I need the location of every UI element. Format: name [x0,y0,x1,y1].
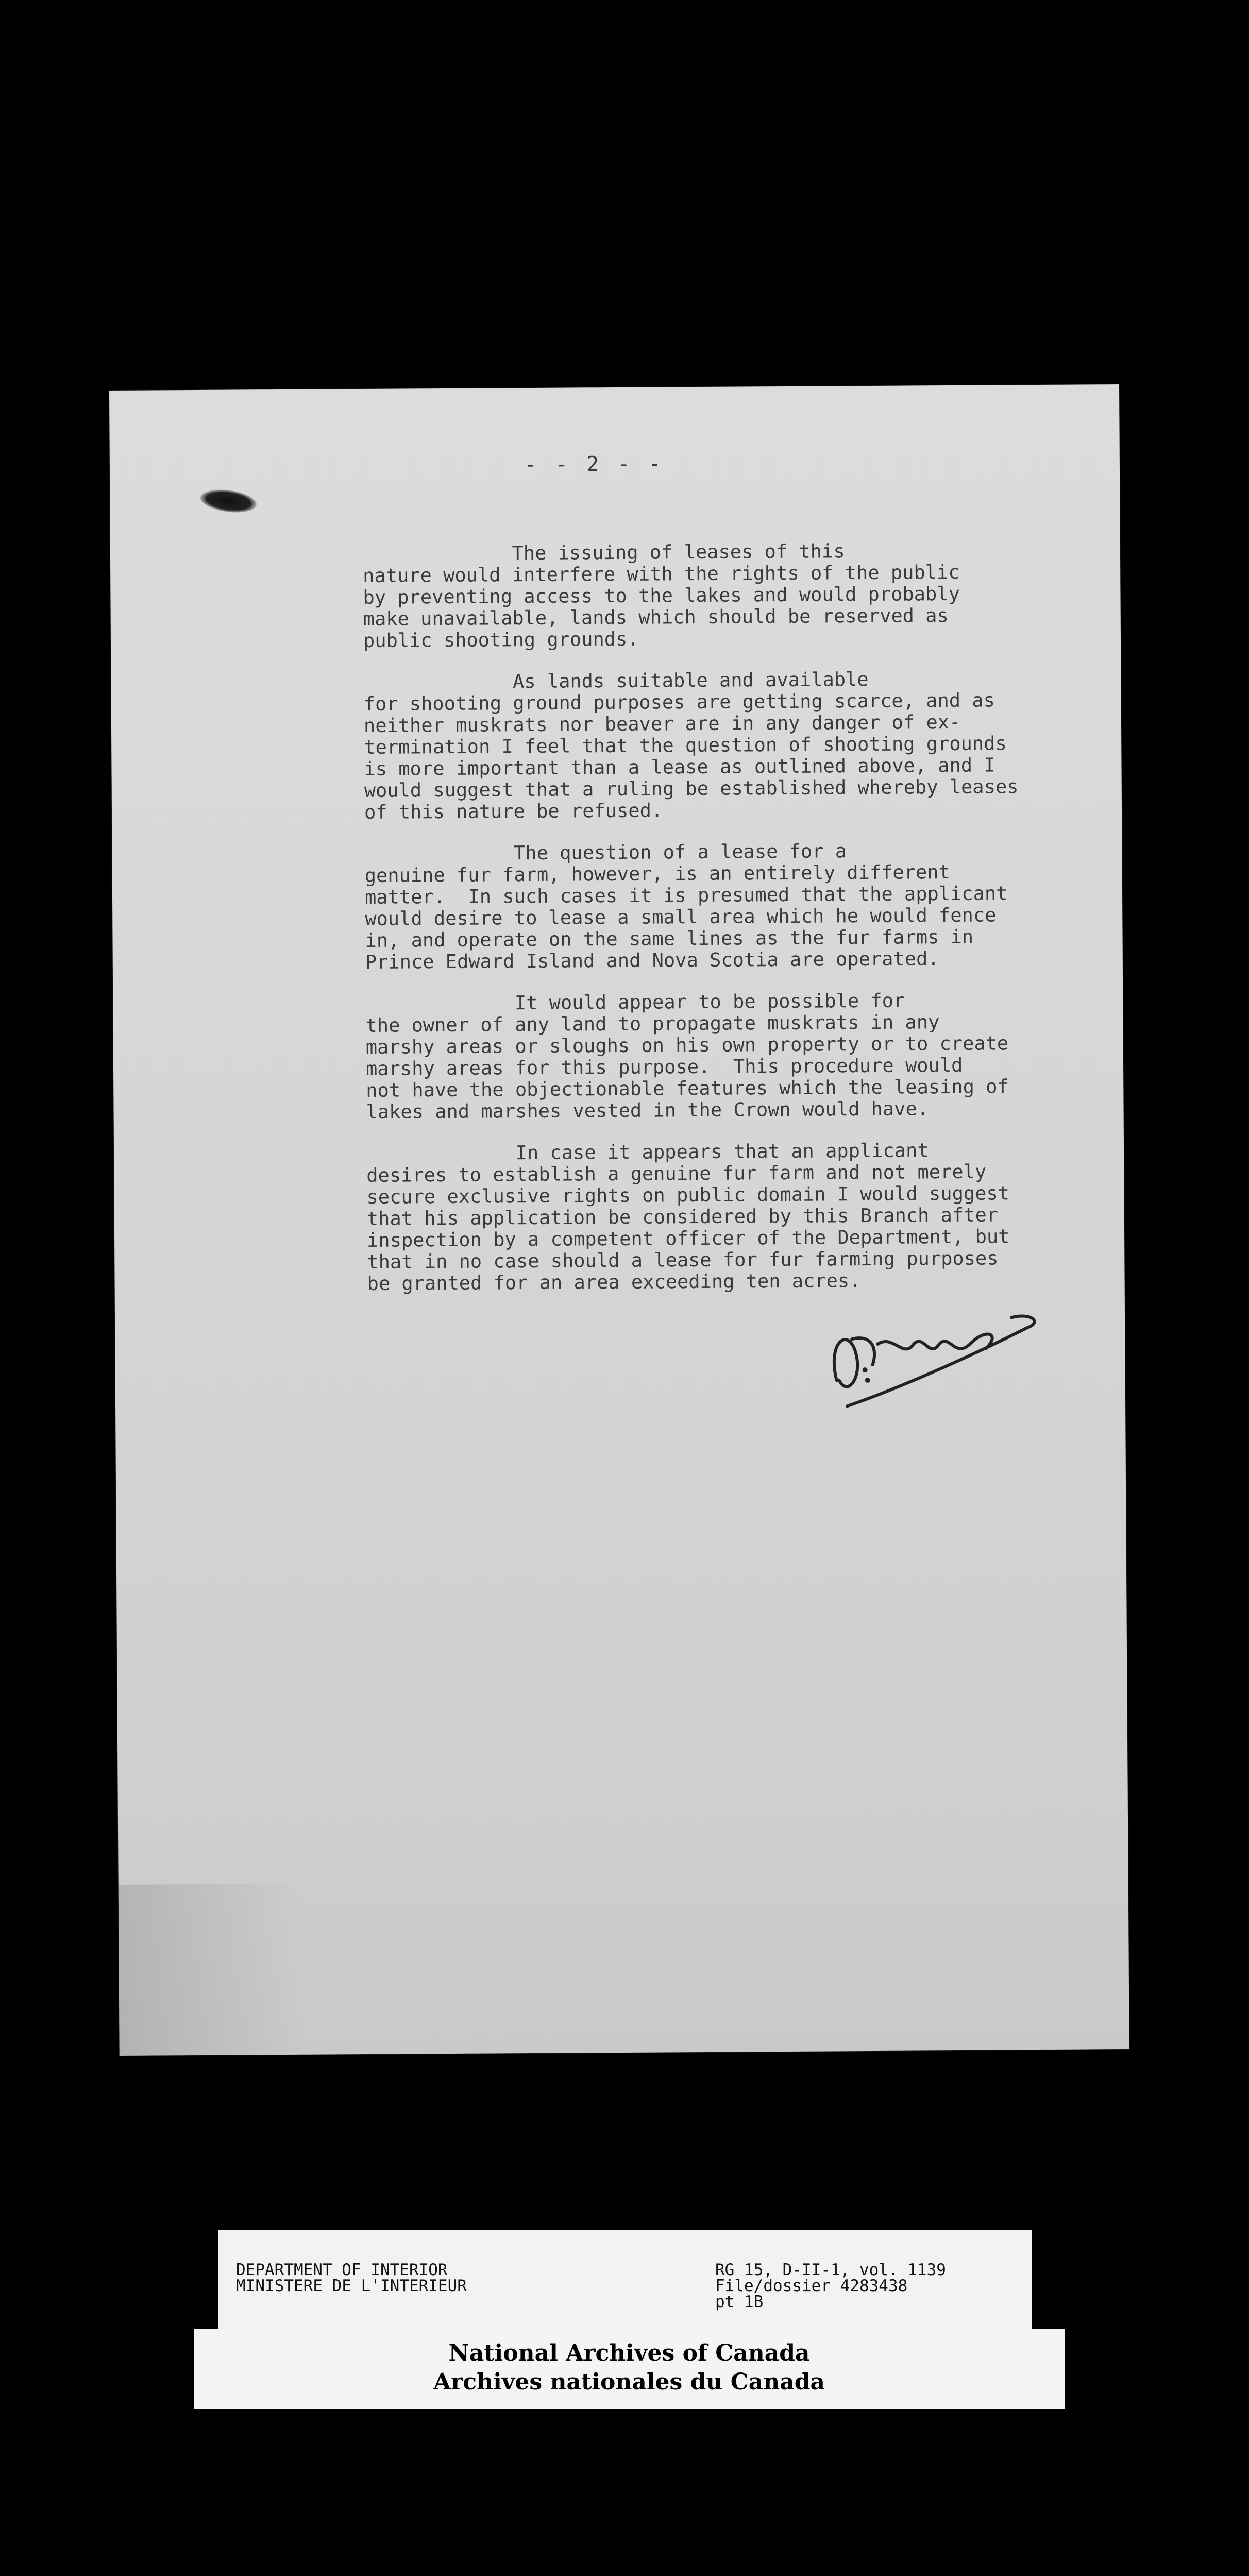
hole-punch-mark [199,486,258,515]
handwritten-signature [816,1302,1043,1422]
archives-banner [194,2329,1065,2409]
department-fr: MINISTERE DE L'INTERIEUR [236,2277,467,2295]
reference-numbers [715,2262,946,2310]
paragraph-1: The issuing of leases of this nature would interfere with the rights of the public by preventing access to the lakes and would probably make unavailable, lands which should be reserved as public shooting grounds. [362,540,960,652]
department-en: DEPARTMENT OF INTERIOR [236,2261,448,2279]
archives-name-fr: Archives nationales du Canada [433,2369,825,2395]
paragraph-2: As lands suitable and available for shooting ground purposes are getting scarce, and as neither muskrats nor beaver are in any danger of ex- termination I feel that the question of shooting grounds is more important than a lease as outlined above, and I would suggest that a ruling be established whereby leases of this nature be refused. [363,668,1019,823]
page-number: - - 2 - - [524,452,664,477]
paragraph-3: The question of a lease for a genuine fur farm, however, is an entirely different matter. In such cases it is presumed that the applicant would desire to lease a small area which he would fence in, and operate on the same lines as the fur farms in Prince Edward Island and Nova Scotia are operated. [364,840,1008,973]
archive-reference-label [218,2230,1032,2333]
letter-body [363,539,1078,1315]
record-group: RG 15, D-II-1, vol. 1139 [715,2261,946,2279]
paragraph-5: In case it appears that an applicant desires to establish a genuine fur farm and not merely secure exclusive rights on public domain I would suggest that his application be considered by this Branch after inspection by a competent officer of the Department, but that in no case should a lease for fur farming purposes be granted for an area exceeding ten acres. [366,1139,1010,1295]
part-number: pt 1B [715,2293,764,2311]
archives-name-en: National Archives of Canada [448,2340,810,2366]
department-name [236,2262,467,2294]
document-page [109,384,1129,2056]
paragraph-4: It would appear to be possible for the owner of any land to propagate muskrats in any marshy areas or sloughs on his own property or to create marshy areas for this purpose. This procedure would not have the objectionable features which the leasing of lakes and marshes vested in the Crown would have. [365,989,1009,1123]
file-dossier: File/dossier 4283438 [715,2277,908,2295]
